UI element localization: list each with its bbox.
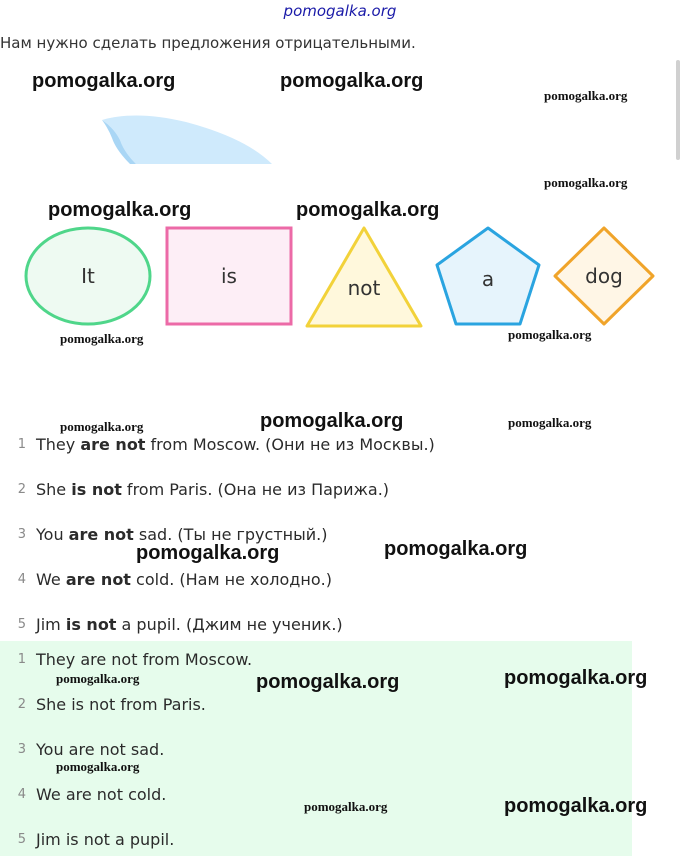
- item-number: 5: [17, 831, 26, 847]
- answer-text: She is not from Paris.: [36, 694, 206, 714]
- item-number: 1: [17, 436, 26, 452]
- watermark: pomogalka.org: [260, 410, 404, 432]
- watermark: pomogalka.org: [56, 759, 140, 774]
- answer-item: [0, 780, 166, 808]
- sentence-shapes-diagram: [20, 220, 670, 335]
- shape-ellipse-it: [26, 228, 150, 324]
- sentence-text: You are not sad. (Ты не грустный.): [36, 524, 328, 544]
- site-header-link[interactable]: pomogalka.org: [283, 2, 397, 20]
- watermark: pomogalka.org: [384, 538, 528, 560]
- item-number: 3: [17, 526, 26, 542]
- answer-text: You are not sad.: [36, 739, 165, 759]
- watermark: pomogalka.org: [32, 70, 176, 92]
- shape-word: is: [221, 264, 237, 288]
- item-number: 3: [17, 741, 26, 757]
- watermark: pomogalka.org: [48, 199, 192, 221]
- decorative-fin-image: [96, 112, 276, 168]
- shape-triangle-not: [307, 228, 421, 326]
- item-number: 4: [17, 571, 26, 587]
- watermark: pomogalka.org: [504, 667, 648, 689]
- shape-diamond-dog: [555, 228, 653, 324]
- shape-word: not: [347, 276, 381, 300]
- item-number: 5: [17, 616, 26, 632]
- sentence-text: We are not cold. (Нам не холодно.): [36, 569, 332, 589]
- sentence-text: Jim is not a pupil. (Джим не ученик.): [36, 614, 343, 634]
- watermark: pomogalka.org: [136, 542, 280, 564]
- answer-item: [0, 690, 206, 718]
- sentence-text: She is not from Paris. (Она не из Парижа.): [36, 479, 390, 499]
- shape-word: dog: [585, 264, 623, 288]
- item-number: 4: [17, 786, 26, 802]
- watermark: pomogalka.org: [508, 327, 592, 342]
- watermark: pomogalka.org: [544, 88, 628, 103]
- watermark: pomogalka.org: [56, 671, 140, 686]
- list-item: [0, 565, 332, 593]
- shape-word: a: [481, 267, 495, 291]
- watermark: pomogalka.org: [304, 799, 388, 814]
- list-item: [0, 475, 389, 503]
- shape-rectangle-is: [167, 228, 291, 324]
- item-number: 2: [17, 481, 26, 497]
- watermark: pomogalka.org: [60, 331, 144, 346]
- scrollbar[interactable]: [676, 60, 680, 160]
- watermark: pomogalka.org: [280, 70, 424, 92]
- list-item: [0, 610, 343, 638]
- answer-text: We are not cold.: [36, 784, 167, 804]
- item-number: 1: [17, 651, 26, 667]
- watermark: pomogalka.org: [296, 199, 440, 221]
- task-instruction: Нам нужно сделать предложения отрицательными.: [0, 34, 416, 52]
- watermark: pomogalka.org: [60, 419, 144, 434]
- sentence-text: They are not from Moscow. (Они не из Москвы.): [36, 434, 435, 454]
- shape-word: It: [81, 264, 95, 288]
- answer-item: [0, 645, 252, 673]
- answer-text: Jim is not a pupil.: [36, 829, 175, 849]
- item-number: 2: [17, 696, 26, 712]
- watermark: pomogalka.org: [508, 415, 592, 430]
- watermark: pomogalka.org: [544, 175, 628, 190]
- shape-pentagon-a: [437, 228, 539, 324]
- answer-item: [0, 825, 174, 853]
- watermark: pomogalka.org: [256, 671, 400, 693]
- answer-text: They are not from Moscow.: [36, 649, 253, 669]
- watermark: pomogalka.org: [504, 795, 648, 817]
